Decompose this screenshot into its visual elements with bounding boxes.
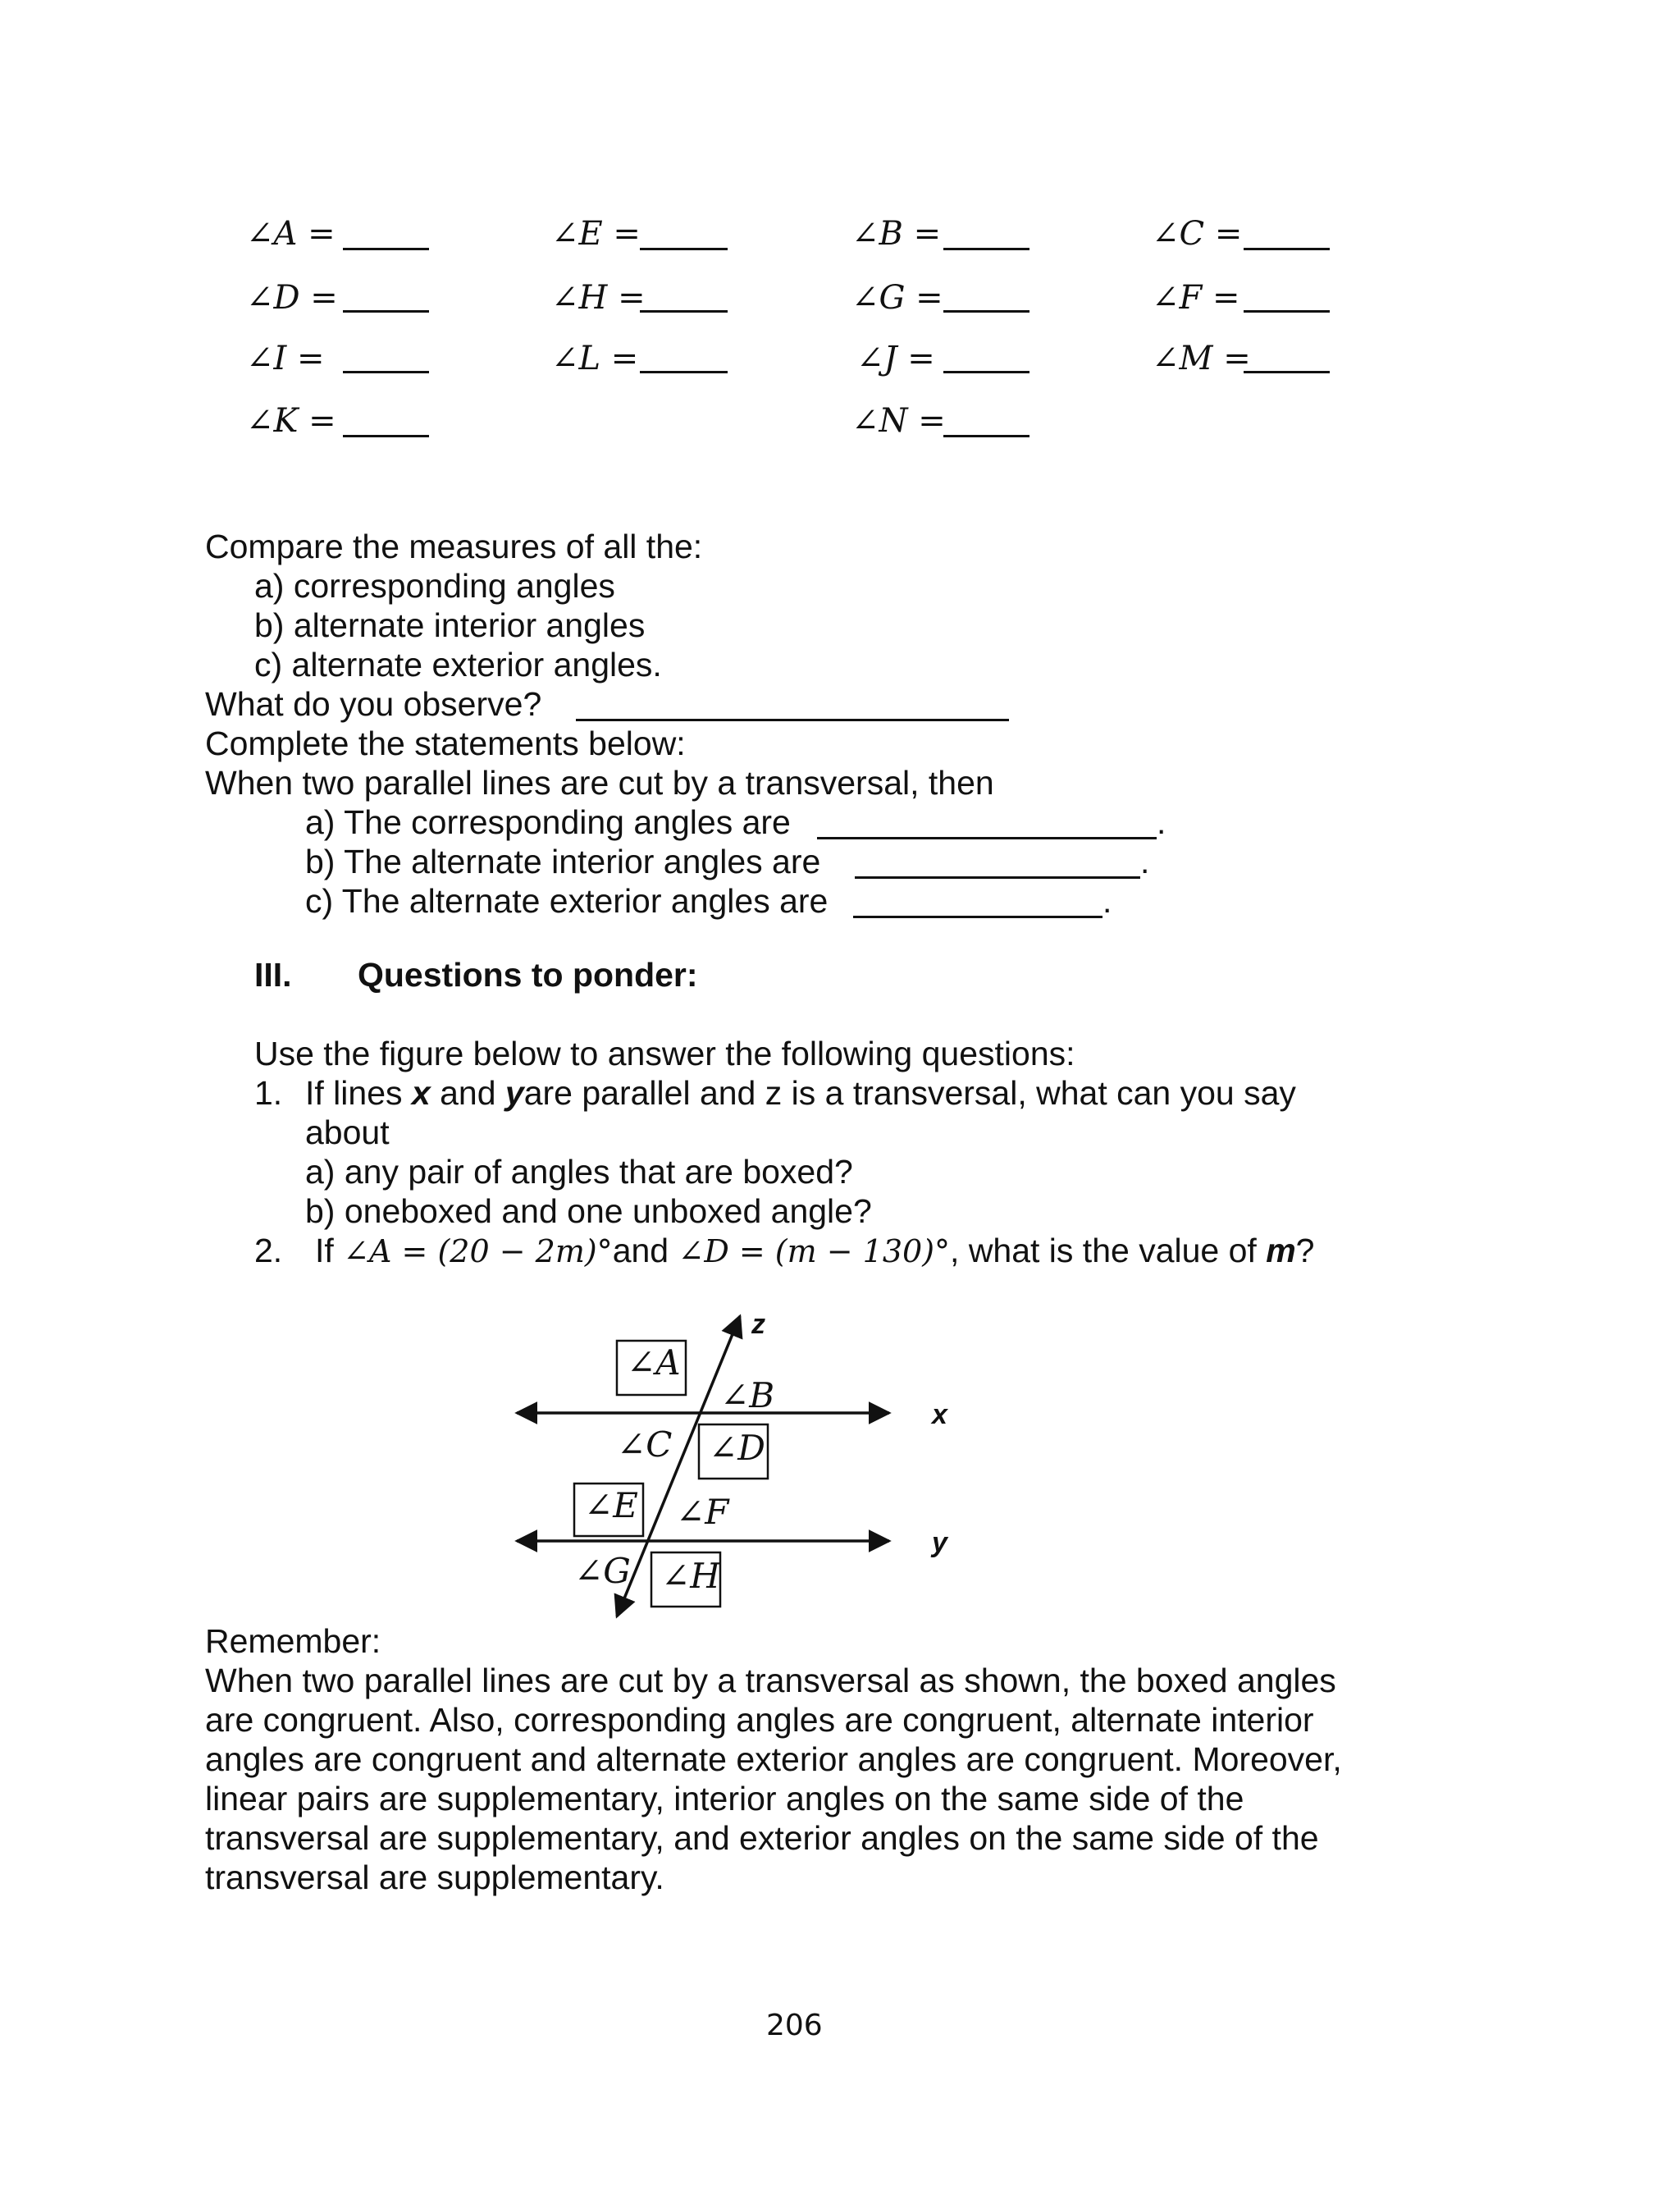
angle-h-label: ∠H = xyxy=(551,279,646,317)
q2-part-c: , what is the value of xyxy=(950,1232,1267,1269)
remember-line-3: angles are congruent and alternate exterior angles are congruent. Moreover, xyxy=(205,1740,1342,1778)
angle-e-label: ∠E = xyxy=(551,215,641,253)
fig-angle-f: ∠F xyxy=(676,1492,729,1532)
angle-c-label: ∠C = xyxy=(1152,215,1243,253)
question-1-text-cont: about xyxy=(305,1113,390,1151)
statement-b: b) The alternate interior angles are xyxy=(305,843,821,880)
question-2-number: 2. xyxy=(254,1232,283,1269)
angle-i-label: ∠I = xyxy=(246,340,325,377)
angle-m-label: ∠M = xyxy=(1152,340,1251,377)
section-number: III. xyxy=(254,956,292,994)
angle-k-label: ∠K = xyxy=(246,402,336,440)
angle-l-label: ∠L = xyxy=(551,340,639,377)
angle-b-label: ∠B = xyxy=(851,215,942,253)
fig-angle-c: ∠C xyxy=(617,1424,673,1465)
remember-line-2: are congruent. Also, corresponding angles are congruent, alternate interior xyxy=(205,1701,1314,1739)
fig-angle-b: ∠B xyxy=(720,1375,775,1415)
fig-label-x: x xyxy=(932,1399,947,1430)
q2-part-b: and xyxy=(612,1232,678,1269)
fig-angle-g: ∠G xyxy=(574,1551,631,1591)
angle-d-label: ∠D = xyxy=(246,279,338,317)
q1-var-y: y xyxy=(504,1074,524,1112)
angle-g-label: ∠G = xyxy=(851,279,943,317)
remember-line-4: linear pairs are supplementary, interior angles on the same side of the xyxy=(205,1780,1244,1817)
when-statement: When two parallel lines are cut by a transversal, then xyxy=(205,764,994,802)
fig-label-z: z xyxy=(751,1309,765,1340)
compare-item-a: a) corresponding angles xyxy=(254,567,615,605)
remember-line-1: When two parallel lines are cut by a transversal as shown, the boxed angles xyxy=(205,1662,1336,1699)
page-number: 206 xyxy=(766,2009,823,2042)
remember-title: Remember: xyxy=(205,1622,381,1660)
angle-f-label: ∠F = xyxy=(1152,279,1240,317)
angle-a-label: ∠A = xyxy=(246,215,336,253)
fig-angle-e: ∠E xyxy=(584,1485,638,1525)
q1-part-b: and xyxy=(430,1074,505,1112)
fig-angle-d: ∠D xyxy=(709,1428,765,1468)
fig-angle-h: ∠H xyxy=(661,1556,720,1596)
remember-line-5: transversal are supplementary, and exterior angles on the same side of the xyxy=(205,1819,1319,1857)
q1-var-x: x xyxy=(411,1074,431,1112)
q1-part-c: are parallel and z is a transversal, what can you say xyxy=(523,1074,1296,1112)
statement-b-period: . xyxy=(1140,843,1150,880)
q2-part-a: If xyxy=(315,1232,344,1269)
question-1-sub-a: a) any pair of angles that are boxed? xyxy=(305,1153,853,1191)
q2-var-m: m xyxy=(1266,1232,1296,1269)
q2-expression-a: ∠A = (20 − 2m)° xyxy=(343,1233,613,1269)
q1-part-a: If lines xyxy=(305,1074,412,1112)
statement-a-period: . xyxy=(1157,803,1166,841)
angle-j-label: ∠J = xyxy=(856,340,935,377)
observe-question: What do you observe? xyxy=(205,685,542,723)
angle-n-label: ∠N = xyxy=(851,402,946,440)
statement-c: c) The alternate exterior angles are xyxy=(305,882,829,920)
q2-part-d: ? xyxy=(1295,1232,1315,1269)
section-title: Questions to ponder: xyxy=(358,956,698,994)
complete-instruction: Complete the statements below: xyxy=(205,725,686,762)
questions-intro: Use the figure below to answer the following questions: xyxy=(254,1035,1075,1072)
compare-item-c: c) alternate exterior angles. xyxy=(254,646,662,684)
compare-item-b: b) alternate interior angles xyxy=(254,606,646,644)
statement-a: a) The corresponding angles are xyxy=(305,803,791,841)
compare-intro: Compare the measures of all the: xyxy=(205,528,703,565)
statement-c-period: . xyxy=(1102,882,1112,920)
q2-expression-d: ∠D = (m − 130)° xyxy=(678,1233,951,1269)
question-1-number: 1. xyxy=(254,1074,283,1112)
question-1-sub-b: b) oneboxed and one unboxed angle? xyxy=(305,1192,872,1230)
fig-angle-a: ∠A xyxy=(627,1342,681,1383)
fig-label-y: y xyxy=(932,1527,947,1558)
remember-line-6: transversal are supplementary. xyxy=(205,1859,664,1896)
